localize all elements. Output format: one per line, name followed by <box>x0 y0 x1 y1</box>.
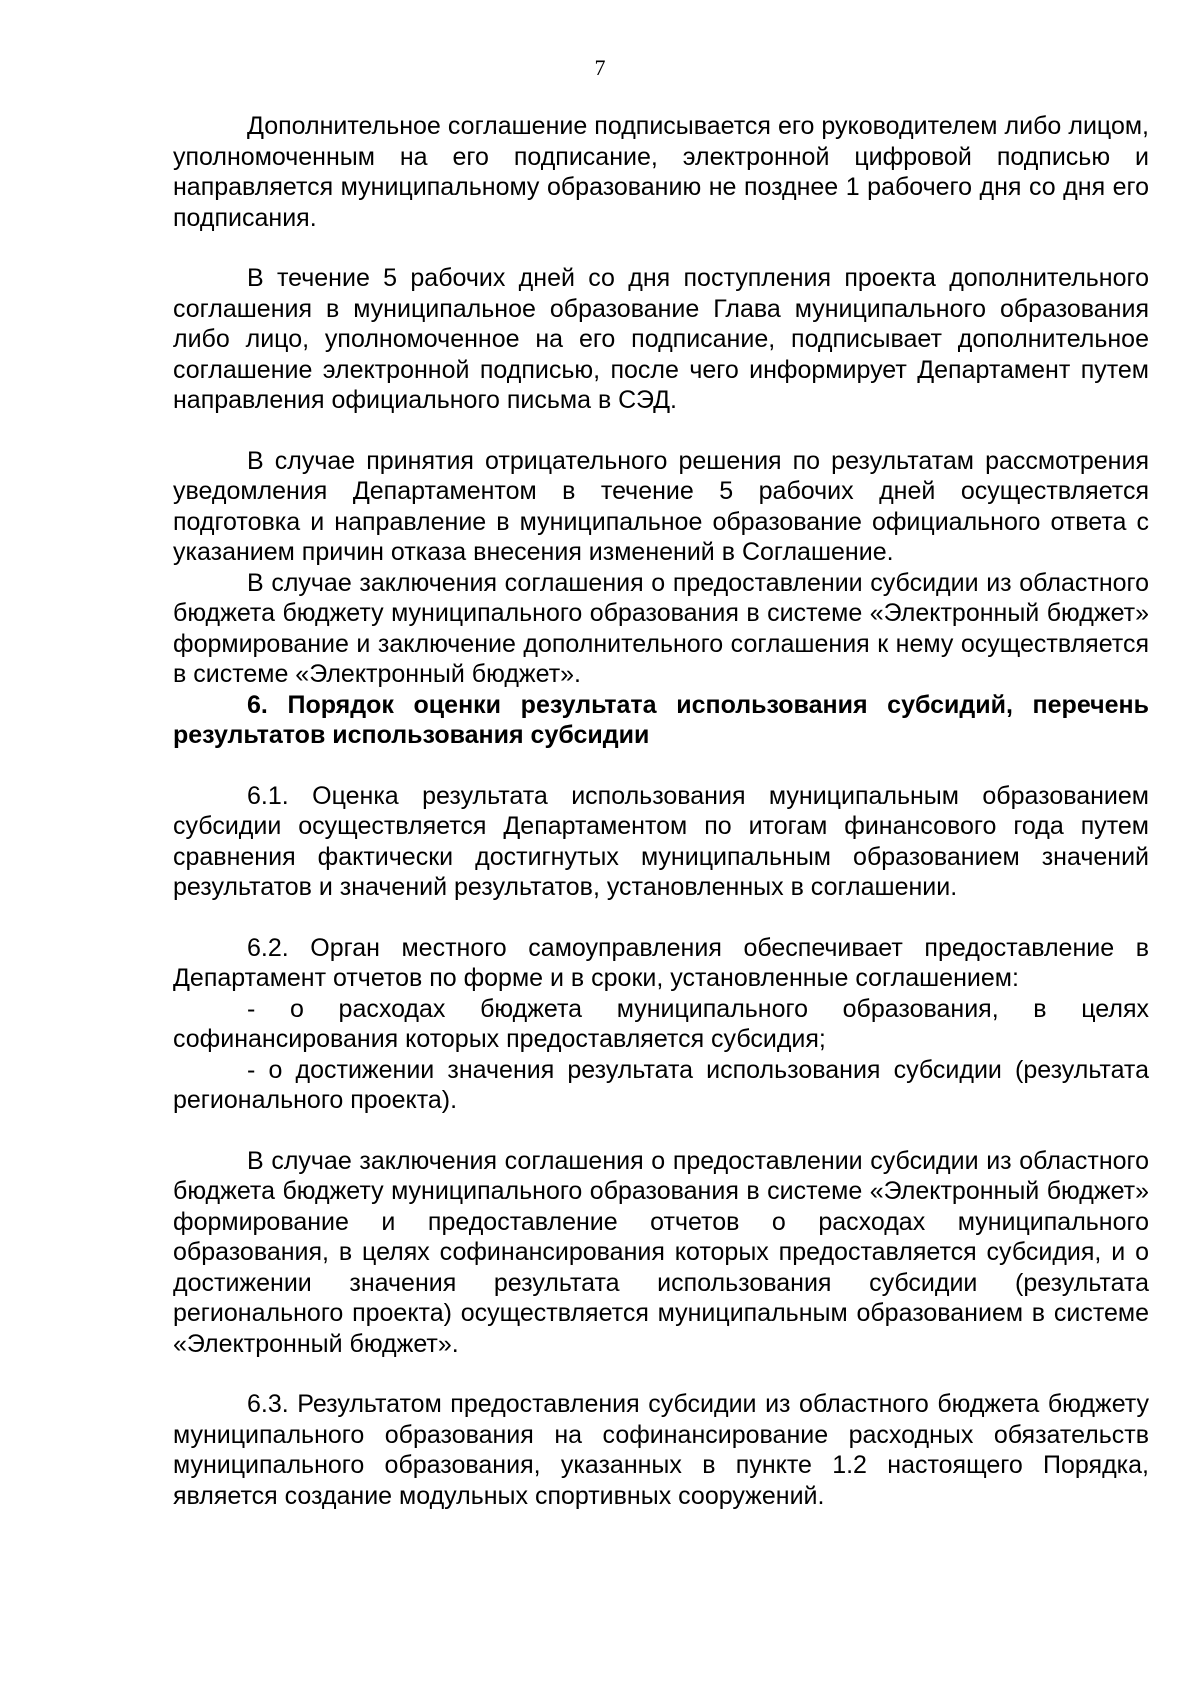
paragraph-6-3: 6.3. Результатом предоставления субсидии из областного бюджета бюджету муниципального образования на софинансирование расходных обязательств муниципального образования, указанных в пункте 1.2 настоящего Порядка, является создание модульных спортивных сооружений. <box>173 1390 1149 1510</box>
paragraph-negative-decision: В случае принятия отрицательного решения по результатам рассмотрения уведомления Департаментом в течение 5 рабочих дней осуществляется подготовка и направление в муниципальное образование официального ответа с указанием причин отказа внесения изменений в Соглашение. <box>173 446 1149 566</box>
section-6-heading: 6. Порядок оценки результата использования субсидий, перечень результатов использования субсидии <box>173 690 1149 749</box>
paragraph-five-days-signing: В течение 5 рабочих дней со дня поступления проекта дополнительного соглашения в муниципальное образование Глава муниципального образования либо лицо, уполномоченное на его подписание, подписывает дополнительное соглашение электронной подписью, после чего информирует Департамент путем направления официального письма в СЭД. <box>173 264 1149 414</box>
paragraph-electronic-budget-agreement: В случае заключения соглашения о предоставлении субсидии из областного бюджета бюджету муниципального образования в системе «Электронный бюджет» формирование и заключение дополнительного соглашения к нему осуществляется в системе «Электронный бюджет». <box>173 568 1149 688</box>
list-item-expenses-report: - о расходах бюджета муниципального образования, в целях софинансирования которых предоставляется субсидия; <box>173 994 1149 1053</box>
paragraph-6-2: 6.2. Орган местного самоуправления обеспечивает предоставление в Департамент отчетов по форме и в сроки, установленные соглашением: <box>173 933 1149 992</box>
paragraph-6-1: 6.1. Оценка результата использования муниципальным образованием субсидии осуществляется Департаментом по итогам финансового года путем сравнения фактически достигнутых муниципальным образованием значений результатов и значений результатов, установленных в соглашении. <box>173 781 1149 901</box>
paragraph-additional-agreement-signing: Дополнительное соглашение подписывается его руководителем либо лицом, уполномоченным на его подписание, электронной цифровой подписью и направляется муниципальному образованию не позднее 1 рабочего дня со дня его подписания. <box>173 112 1149 232</box>
page-number: 7 <box>594 55 606 80</box>
list-item-result-report: - о достижении значения результата использования субсидии (результата регионального проекта). <box>173 1055 1149 1114</box>
document-body <box>173 111 1149 1511</box>
paragraph-electronic-budget-reports: В случае заключения соглашения о предоставлении субсидии из областного бюджета бюджету муниципального образования в системе «Электронный бюджет» формирование и предоставление отчетов о расходах муниципального образования, в целях софинансирования которых предоставляется субсидия, и о достижении значения результата использования субсидии (результата регионального проекта) осуществляется муниципальным образованием в системе «Электронный бюджет». <box>173 1146 1149 1358</box>
